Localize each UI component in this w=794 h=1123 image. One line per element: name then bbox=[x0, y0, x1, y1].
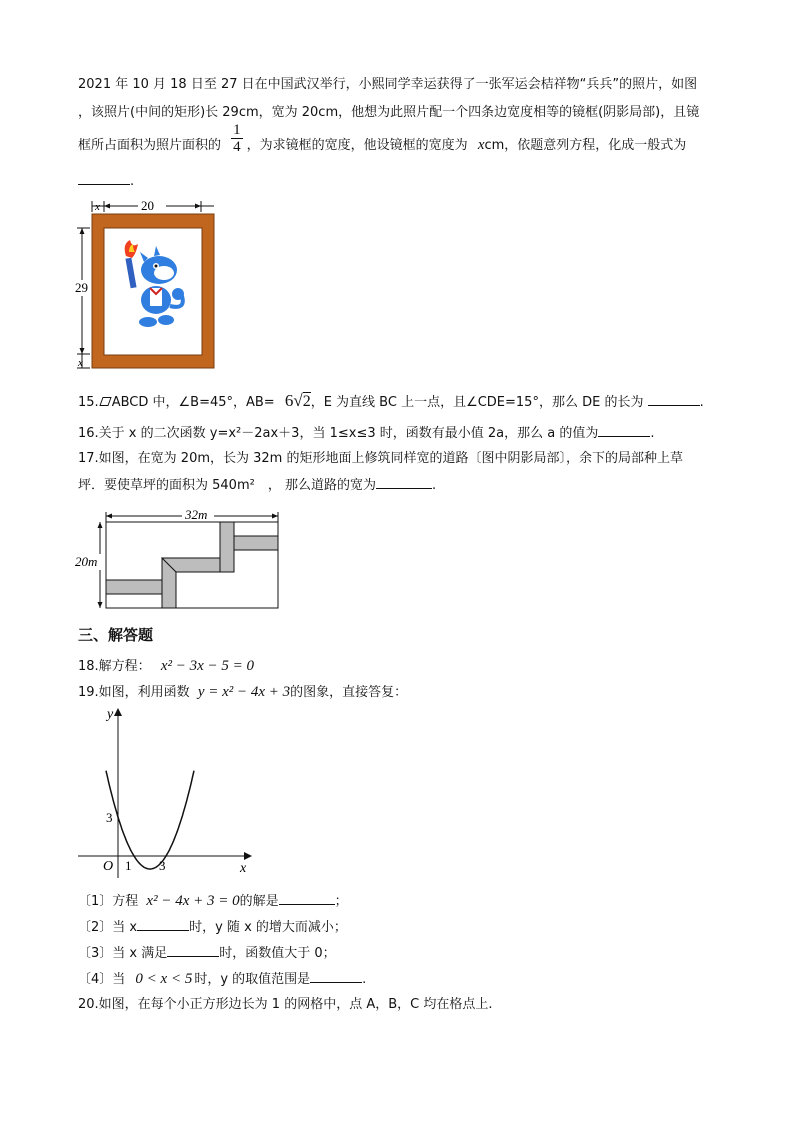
part4-text: 时，y 的取值范围是 bbox=[194, 972, 311, 987]
section-heading: 三、解答题 bbox=[78, 626, 154, 644]
q19-part3 bbox=[78, 944, 336, 963]
q19-part1 bbox=[78, 892, 348, 911]
q18-equation: x² − 3x − 5 = 0 bbox=[160, 658, 255, 674]
q17-text: 坪．要使草坪的面积为 540m² ， 那么道路的宽为 bbox=[78, 478, 376, 493]
q14-text-b: ，为求镜框的宽度，他设镜框的宽度为 bbox=[246, 138, 468, 153]
part4-label: 〔4〕当 bbox=[78, 972, 126, 987]
q19-part4 bbox=[78, 970, 366, 989]
q19-prefix: 19.如图，利用函数 bbox=[78, 685, 190, 700]
origin-label: O bbox=[103, 859, 114, 874]
semicolon: ； bbox=[334, 894, 348, 909]
parabola-curve bbox=[106, 771, 194, 869]
parallelogram-icon bbox=[99, 397, 111, 406]
part3-text: 时，函数值大于 0； bbox=[219, 946, 336, 961]
q17-line1: 17.如图，在宽为 20m，长为 32m 的矩形地面上修筑同样宽的道路〔图中阴影局部〕，余下的局部种上草 bbox=[78, 451, 683, 466]
q19-part2 bbox=[78, 918, 347, 937]
road-vertical-upper bbox=[220, 522, 234, 572]
q20: 20.如图，在每个小正方形边长为 1 的网格中，点 A，B，C 均在格点上. bbox=[78, 997, 493, 1012]
x-axis-label: x bbox=[240, 861, 247, 876]
period: . bbox=[431, 478, 437, 493]
part2-label: 〔2〕当 x bbox=[78, 920, 138, 935]
q18 bbox=[78, 657, 254, 676]
period: . bbox=[362, 972, 367, 987]
q14-text-a: 框所占面积为照片面积的 bbox=[78, 138, 222, 153]
curve-key-point bbox=[165, 855, 167, 857]
q15-number: 15. bbox=[78, 395, 99, 410]
x-label-left: x bbox=[78, 357, 83, 369]
answer-blank[interactable] bbox=[598, 424, 650, 437]
sqrt-icon: √ bbox=[293, 391, 303, 410]
curve-key-point bbox=[133, 855, 135, 857]
period: . bbox=[699, 395, 704, 410]
answer-blank[interactable] bbox=[137, 918, 189, 931]
period: . bbox=[130, 174, 135, 189]
q19-function: y = x² − 4x + 3 bbox=[197, 684, 291, 700]
q14-line3 bbox=[78, 122, 687, 155]
top-label: 32m bbox=[185, 507, 208, 522]
q15 bbox=[78, 392, 704, 412]
x-tick-1: 1 bbox=[125, 858, 132, 873]
q19 bbox=[78, 683, 407, 702]
q15-text-a: ABCD 中，∠B=45°，AB= bbox=[111, 395, 275, 410]
y-tick-3: 3 bbox=[106, 810, 113, 825]
part1-text: 的解是 bbox=[239, 894, 279, 909]
q18-prefix: 18.解方程： bbox=[78, 659, 151, 674]
answer-blank[interactable] bbox=[78, 172, 130, 185]
y-axis-label: y bbox=[107, 707, 114, 722]
q16 bbox=[78, 424, 654, 443]
q14-answer-line bbox=[78, 172, 134, 191]
q14-variable: x bbox=[477, 137, 485, 153]
part4-inequality: 0 < x < 5 bbox=[135, 971, 193, 987]
q17-line2 bbox=[78, 476, 436, 495]
left-label: 20m bbox=[75, 554, 98, 569]
width-label: 20 bbox=[141, 198, 154, 213]
part1-label: 〔1〕方程 bbox=[78, 894, 139, 909]
answer-blank[interactable] bbox=[279, 892, 335, 905]
q16-text: 16.关于 x 的二次函数 y=x²－2ax＋3，当 1≤x≤3 时，函数有最小值 2a，那么 a 的值为 bbox=[78, 426, 599, 441]
part1-equation: x² − 4x + 3 = 0 bbox=[146, 893, 240, 909]
fraction-denominator: 4 bbox=[233, 139, 241, 155]
answer-blank[interactable] bbox=[167, 944, 219, 957]
part3-label: 〔3〕当 x 满足 bbox=[78, 946, 168, 961]
answer-blank[interactable] bbox=[648, 393, 700, 406]
part2-text: 时，y 随 x 的增大而减小； bbox=[189, 920, 347, 935]
road-figure bbox=[74, 504, 284, 614]
q15-coefficient: 6 bbox=[284, 391, 294, 410]
q14-line1: 2021 年 10 月 18 日至 27 日在中国武汉举行，小熙同学幸运获得了一张军运会桔祥物“兵兵”的照片，如图 bbox=[78, 77, 698, 92]
x-tick-3: 3 bbox=[159, 858, 166, 873]
answer-blank[interactable] bbox=[376, 476, 432, 489]
answer-blank[interactable] bbox=[310, 970, 362, 983]
photo-frame-figure bbox=[74, 198, 224, 374]
period: . bbox=[650, 426, 655, 441]
x-label-top: x bbox=[95, 201, 100, 213]
fraction-numerator: 1 bbox=[233, 122, 241, 138]
q14-text-c: cm，依题意列方程，化成一般式为 bbox=[484, 138, 687, 153]
q15-radicand: 2 bbox=[302, 393, 311, 410]
height-label: 29 bbox=[75, 280, 88, 295]
q19-suffix: 的图象，直接答复： bbox=[290, 685, 408, 700]
q15-text-b: ，E 为直线 BC 上一点，且∠CDE=15°，那么 DE 的长为 bbox=[310, 395, 644, 410]
parabola-graph bbox=[70, 702, 260, 882]
q14-line2: ，该照片(中间的矩形)长 29cm，宽为 20cm，他想为此照片配一个四条边宽度相等的镜框(阴影局部)，且镜 bbox=[78, 105, 700, 120]
q14-fraction bbox=[231, 122, 243, 155]
curve-key-point bbox=[117, 816, 119, 818]
